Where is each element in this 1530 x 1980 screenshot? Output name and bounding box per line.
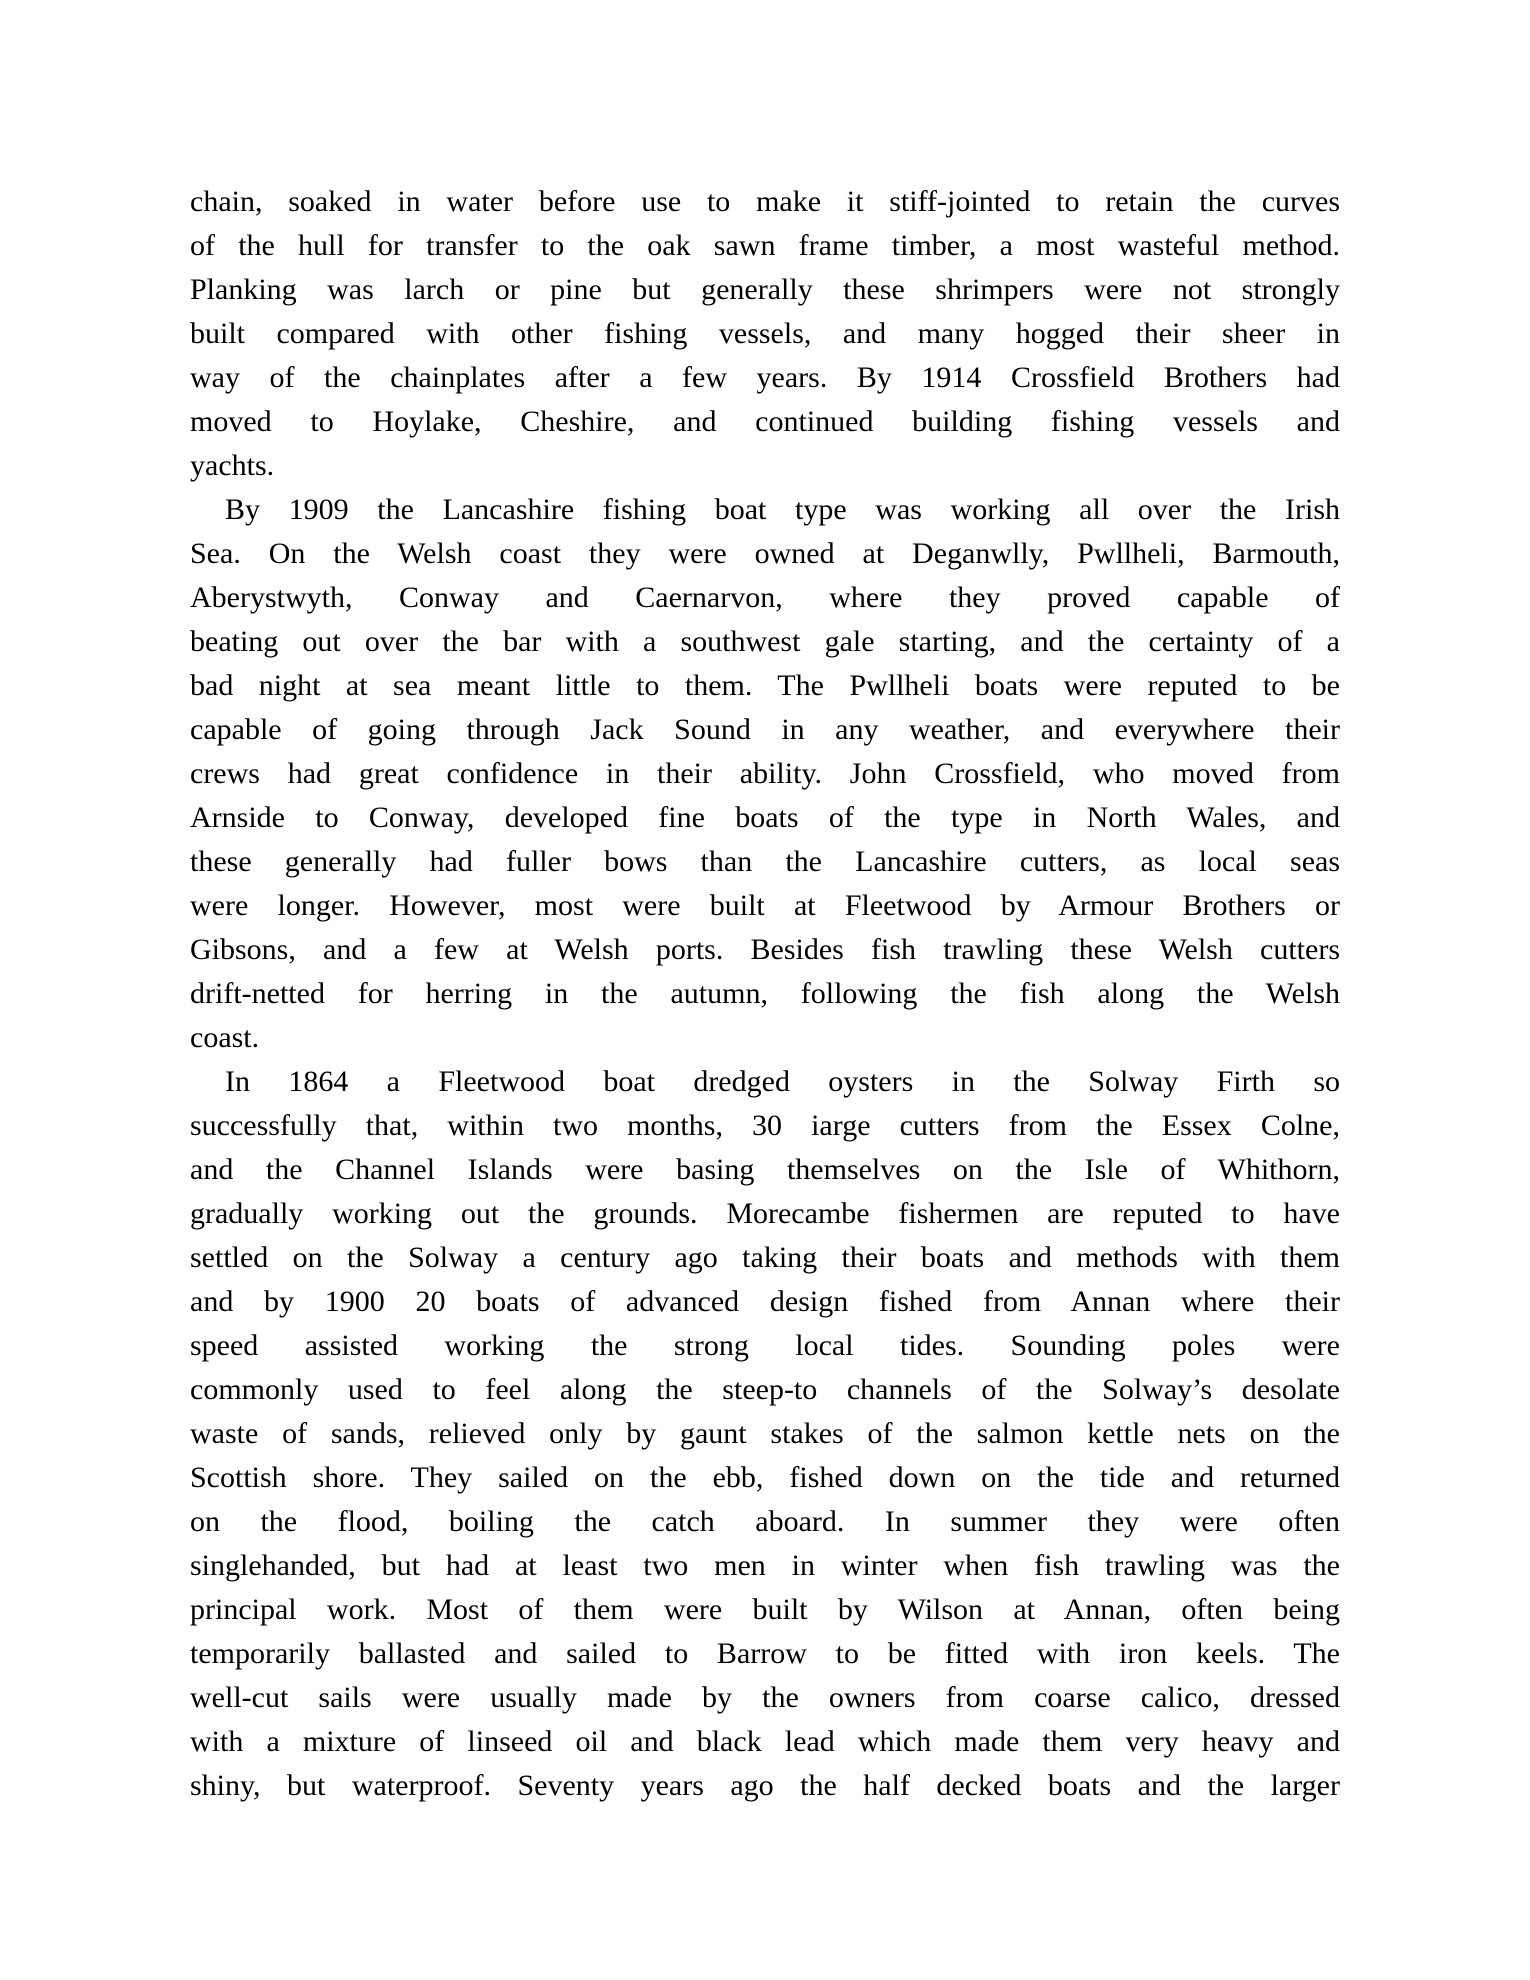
text-line: gradually working out the grounds. Morecambe fishermen are reputed to have (190, 1197, 1340, 1230)
text-line: Planking was larch or pine but generally these shrimpers were not strongly (190, 273, 1340, 306)
text-line: waste of sands, relieved only by gaunt stakes of the salmon kettle nets on the (190, 1417, 1340, 1450)
paragraph (190, 1060, 1340, 1808)
text-line: successfully that, within two months, 30 iarge cutters from the Essex Colne, (190, 1109, 1340, 1142)
text-line: way of the chainplates after a few years. By 1914 Crossfield Brothers had (190, 361, 1340, 394)
text-line: Scottish shore. They sailed on the ebb, fished down on the tide and returned (190, 1461, 1340, 1494)
text-line: built compared with other fishing vessels, and many hogged their sheer in (190, 317, 1340, 350)
text-line: drift-netted for herring in the autumn, following the fish along the Welsh (190, 977, 1340, 1010)
text-line: and by 1900 20 boats of advanced design fished from Annan where their (190, 1285, 1340, 1318)
text-line: Gibsons, and a few at Welsh ports. Besides fish trawling these Welsh cutters (190, 933, 1340, 966)
text-line: chain, soaked in water before use to make it stiff-jointed to retain the curves (190, 185, 1340, 218)
text-line: yachts. (190, 449, 275, 482)
text-line: settled on the Solway a century ago taking their boats and methods with them (190, 1241, 1340, 1274)
text-line: commonly used to feel along the steep-to channels of the Solway’s desolate (190, 1373, 1340, 1406)
paragraph (190, 488, 1340, 1060)
text-line: In 1864 a Fleetwood boat dredged oysters in the Solway Firth so (225, 1065, 1340, 1098)
text-line: principal work. Most of them were built by Wilson at Annan, often being (190, 1593, 1340, 1626)
text-line: bad night at sea meant little to them. The Pwllheli boats were reputed to be (190, 669, 1340, 702)
text-line: of the hull for transfer to the oak sawn frame timber, a most wasteful method. (190, 229, 1340, 262)
text-line: crews had great confidence in their ability. John Crossfield, who moved from (190, 757, 1340, 790)
text-line: these generally had fuller bows than the Lancashire cutters, as local seas (190, 845, 1340, 878)
text-line: speed assisted working the strong local tides. Sounding poles were (190, 1329, 1340, 1362)
text-line: singlehanded, but had at least two men in winter when fish trawling was the (190, 1549, 1340, 1582)
text-line: were longer. However, most were built at Fleetwood by Armour Brothers or (190, 889, 1340, 922)
text-line: Aberystwyth, Conway and Caernarvon, where they proved capable of (190, 581, 1340, 614)
text-line: temporarily ballasted and sailed to Barrow to be fitted with iron keels. The (190, 1637, 1340, 1670)
text-line: with a mixture of linseed oil and black lead which made them very heavy and (190, 1725, 1340, 1758)
text-line: Arnside to Conway, developed fine boats of the type in North Wales, and (190, 801, 1340, 834)
paragraph (190, 180, 1340, 488)
text-line: beating out over the bar with a southwest gale starting, and the certainty of a (190, 625, 1340, 658)
text-line: on the flood, boiling the catch aboard. In summer they were often (190, 1505, 1340, 1538)
text-line: well-cut sails were usually made by the owners from coarse calico, dressed (190, 1681, 1340, 1714)
text-line: capable of going through Jack Sound in any weather, and everywhere their (190, 713, 1340, 746)
text-line: coast. (190, 1021, 260, 1054)
body-text (190, 180, 1340, 1808)
text-line: Sea. On the Welsh coast they were owned at Deganwlly, Pwllheli, Barmouth, (190, 537, 1340, 570)
text-line: moved to Hoylake, Cheshire, and continued building fishing vessels and (190, 405, 1340, 438)
text-line: By 1909 the Lancashire fishing boat type was working all over the Irish (225, 493, 1340, 526)
text-line: shiny, but waterproof. Seventy years ago the half decked boats and the larger (190, 1769, 1340, 1802)
text-line: and the Channel Islands were basing themselves on the Isle of Whithorn, (190, 1153, 1340, 1186)
